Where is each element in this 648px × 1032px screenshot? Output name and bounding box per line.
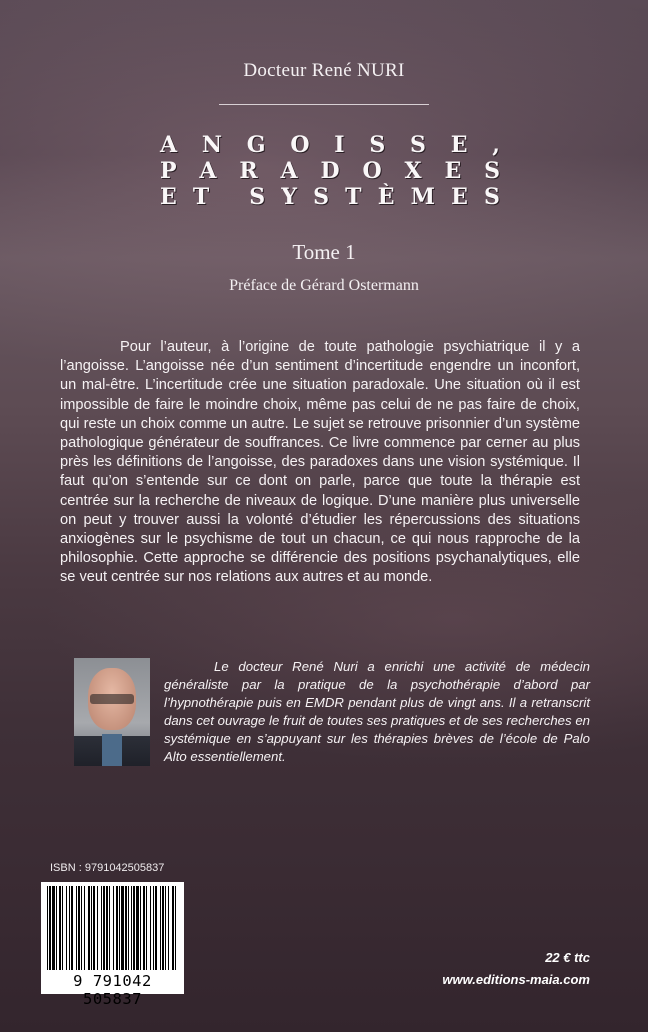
barcode-bar [71, 886, 73, 970]
title-line [160, 158, 500, 184]
barcode-bar [140, 886, 141, 970]
barcode-bar [103, 886, 105, 970]
barcode-bar [155, 886, 157, 970]
barcode-bar [109, 886, 110, 970]
title-letter: M [410, 184, 435, 210]
barcode-bar [133, 886, 135, 970]
title-letter: È [377, 184, 395, 210]
title-letter [225, 184, 233, 210]
title-letter: E [451, 184, 468, 210]
barcode-bar [76, 886, 77, 970]
author-shirt [102, 734, 122, 766]
title-letter: , [492, 132, 500, 158]
barcode-bar [101, 886, 102, 970]
barcode-bar [84, 886, 85, 970]
barcode-bar [59, 886, 61, 970]
barcode-bar [172, 886, 174, 970]
publisher-website[interactable]: www.editions-maia.com [442, 972, 590, 987]
barcode-bar [116, 886, 118, 970]
title-letter: N [201, 132, 222, 158]
barcode-bar [81, 886, 82, 970]
author-glasses [90, 694, 134, 704]
barcode-bar [136, 886, 139, 970]
barcode-number: 9 791042 505837 [73, 972, 152, 1008]
title-letter: O [362, 158, 382, 184]
title-divider [219, 104, 429, 105]
title-letter: S [410, 132, 426, 158]
title-line [160, 184, 500, 210]
title-letter: D [320, 158, 340, 184]
title-letter: E [444, 158, 462, 184]
barcode [41, 882, 184, 1008]
barcode-bar [97, 886, 98, 970]
barcode-bar [146, 886, 147, 970]
title-line [160, 132, 500, 158]
barcode-bar [121, 886, 124, 970]
title-letter: G [246, 132, 266, 158]
author-name: Docteur René NURI [243, 60, 405, 81]
book-summary: Pour l’auteur, à l’origine de toute pathologie psychiatrique il y a l’angoisse. L’angoisse née d’un sentiment d’incertitude engendre un inconfort, un mal-être. L’incertitude crée une situation paradoxale. Une situation où il est impossible de faire le moindre choix, même pas celui de ne pas faire de choix, qui reste un choix comme un autre. Le sujet se retrouve prisonnier d’un système pathologique générateur de souffrances. Ce livre commence par cerner au plus près les définitions de l’angoisse, des paradoxes dans une vision systémique. Il faut qu’on s’entende sur ce dont on parle, parce que toute la thérapie est centrée sur la recherche de niveaux de logique. D’une manière plus universelle on peut y trouver aussi la volonté d’étudier les répercussions des situations anxiogènes sur le psychisme de tout un chacun, ce qui nous rapproche de la philosophie. Cette approche se différencie des positions psychanalytiques, elle se veut centrée sur nos relations aux autres et au monde. [60, 339, 580, 586]
barcode-bar [62, 886, 63, 970]
isbn-label: ISBN : 9791042505837 [50, 862, 165, 874]
barcode-bar [113, 886, 114, 970]
barcode-bar [160, 886, 161, 970]
title-letter: E [450, 132, 468, 158]
barcode-bar [69, 886, 70, 970]
barcode-bar [119, 886, 120, 970]
barcode-bar [143, 886, 145, 970]
title-letter: S [484, 184, 500, 210]
barcode-bar [125, 886, 127, 970]
barcode-bar [153, 886, 154, 970]
barcode-bar [93, 886, 95, 970]
title-letter: T [345, 184, 362, 210]
barcode-bar [106, 886, 108, 970]
title-letter: S [484, 158, 500, 184]
title-letter: P [160, 158, 177, 184]
title-letter: E [160, 184, 177, 210]
barcode-bar [162, 886, 164, 970]
barcode-bar [131, 886, 132, 970]
title-letter: Y [281, 184, 297, 210]
title-letter: A [160, 132, 178, 158]
title-letter: I [334, 132, 345, 158]
title-letter: A [280, 158, 298, 184]
title-letter: S [369, 132, 386, 158]
preface-credit: Préface de Gérard Ostermann [229, 277, 419, 294]
title-letter: S [249, 184, 266, 210]
author-bio: Le docteur René Nuri a enrichi une activité de médecin généraliste par la pratique de la psychothérapie d’abord par l’hypnothérapie puis en EMDR pendant plus de vingt ans. Il a retranscrit dans cet ouvrage le fruit de toutes ses pratiques et de ses recherches en systémique en s’appuyant sur les thérapies brèves de l’école de Palo Alto essentiellement. [164, 659, 590, 764]
barcode-bar [78, 886, 80, 970]
barcode-bar [52, 886, 55, 970]
barcode-bar [88, 886, 90, 970]
title-letter: O [290, 132, 310, 158]
barcode-bar [150, 886, 151, 970]
title-letter: S [313, 184, 330, 210]
tome-label: Tome 1 [292, 240, 356, 264]
title-letter: A [199, 158, 217, 184]
barcode-bar [66, 886, 67, 970]
barcode-bars [45, 886, 180, 972]
barcode-bar [128, 886, 129, 970]
barcode-bar [165, 886, 166, 970]
barcode-bar [49, 886, 51, 970]
title-letter: T [192, 184, 210, 210]
author-photo [74, 658, 150, 766]
barcode-bar [47, 886, 48, 970]
book-title [160, 132, 500, 210]
barcode-bar [91, 886, 92, 970]
price-label: 22 € ttc [545, 950, 590, 965]
title-letter: R [239, 158, 258, 184]
barcode-bar [168, 886, 169, 970]
barcode-bar [175, 886, 176, 970]
title-letter: X [404, 158, 422, 184]
barcode-bar [56, 886, 57, 970]
